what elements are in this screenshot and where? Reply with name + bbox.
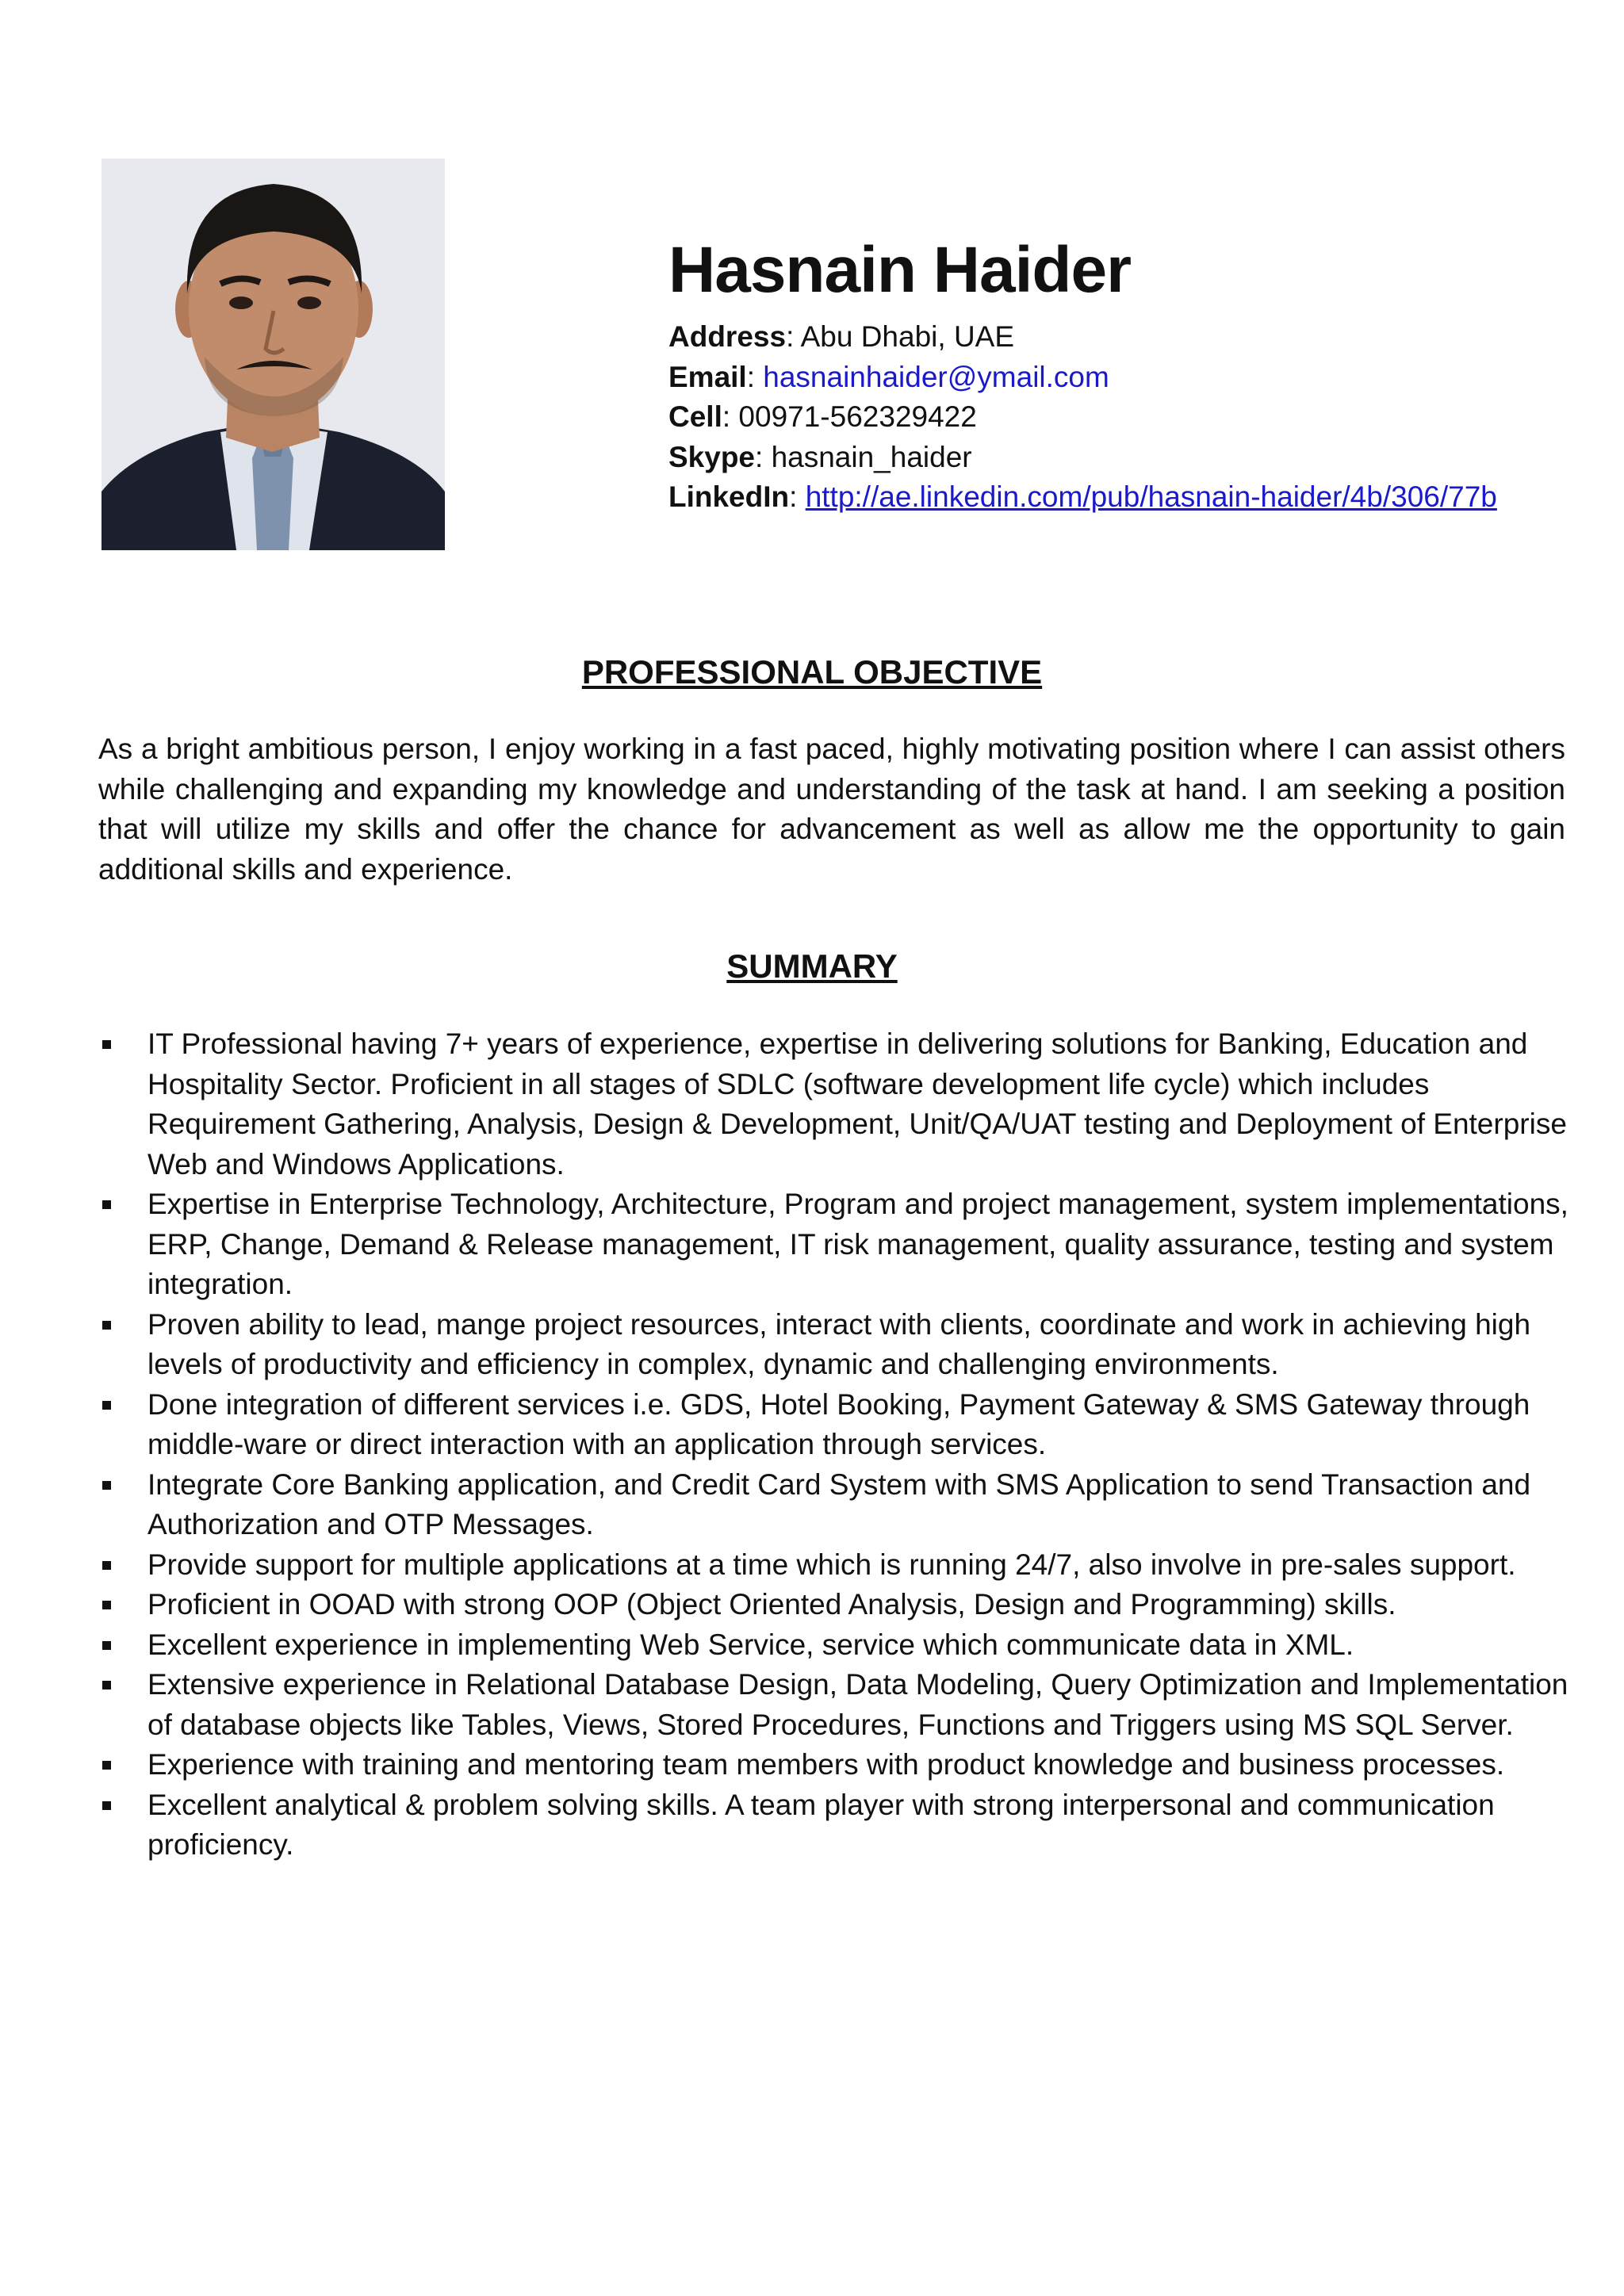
skype-label: Skype xyxy=(668,440,756,473)
contact-linkedin: LinkedIn: http://ae.linkedin.com/pub/hasnain-haider/4b/306/77b xyxy=(668,480,1497,513)
summary-item xyxy=(98,1785,1581,1866)
contact-skype: Skype: hasnain_haider xyxy=(668,440,972,473)
summary-item-text: Expertise in Enterprise Technology, Architecture, Program and project management, system implementations, ERP, Change, Demand & Release management, IT risk management, quality assurance, testing and system integration. xyxy=(147,1188,1568,1300)
summary-item xyxy=(98,1305,1581,1385)
address-label: Address xyxy=(668,320,787,353)
email-link[interactable]: hasnainhaider@ymail.com xyxy=(763,360,1109,393)
summary-item xyxy=(98,1665,1581,1745)
square-bullet-icon xyxy=(102,1801,111,1810)
square-bullet-icon xyxy=(102,1321,111,1330)
square-bullet-icon xyxy=(102,1200,111,1209)
skype-value: hasnain_haider xyxy=(771,440,972,473)
square-bullet-icon xyxy=(102,1481,111,1490)
summary-item xyxy=(98,1465,1581,1545)
candidate-name: Hasnain Haider xyxy=(668,234,1131,306)
cell-label: Cell xyxy=(668,400,722,433)
square-bullet-icon xyxy=(102,1401,111,1410)
summary-item-text: IT Professional having 7+ years of experience, expertise in delivering solutions for Banking, Education and Hospitality Sector. Proficient in all stages of SDLC (software development life cycle) which includes Requirement Gathering, Analysis, Design & Development, Unit/QA/UAT testing and Deployment of Enterprise Web and Windows Applications. xyxy=(147,1027,1567,1181)
square-bullet-icon xyxy=(102,1761,111,1770)
summary-item xyxy=(98,1385,1581,1465)
summary-item-text: Excellent experience in implementing Web Service, service which communicate data in XML. xyxy=(147,1628,1354,1661)
contact-email: Email: hasnainhaider@ymail.com xyxy=(668,360,1109,393)
summary-item xyxy=(98,1545,1581,1586)
summary-heading: SUMMARY xyxy=(726,947,898,985)
summary-item-text: Experience with training and mentoring team members with product knowledge and business processes. xyxy=(147,1748,1505,1781)
profile-photo-illustration xyxy=(102,159,445,550)
summary-item-text: Integrate Core Banking application, and Credit Card System with SMS Application to send Transaction and Authorization and OTP Messages. xyxy=(147,1468,1531,1540)
cell-value: 00971-562329422 xyxy=(738,400,977,433)
summary-item xyxy=(98,1625,1581,1666)
square-bullet-icon xyxy=(102,1040,111,1049)
summary-item xyxy=(98,1745,1581,1785)
objective-paragraph: As a bright ambitious person, I enjoy working in a fast paced, highly motivating position where I can assist others while challenging and expanding my knowledge and understanding of the task at hand. I am seeking a position that will utilize my skills and offer the chance for advancement as well as allow me the opportunity to gain additional skills and experience. xyxy=(98,733,1565,886)
email-label: Email xyxy=(668,360,747,393)
summary-item-text: Extensive experience in Relational Database Design, Data Modeling, Query Optimization and Implementation of database objects like Tables, Views, Stored Procedures, Functions and Triggers using MS SQL Server. xyxy=(147,1668,1568,1741)
summary-item xyxy=(98,1184,1581,1305)
summary-item-text: Done integration of different services i.e. GDS, Hotel Booking, Payment Gateway & SMS Gateway through middle-ware or direct interaction with an application through services. xyxy=(147,1387,1530,1460)
linkedin-label: LinkedIn xyxy=(668,480,790,513)
summary-item-text: Provide support for multiple applications at a time which is running 24/7, also involve in pre-sales support. xyxy=(147,1548,1516,1581)
contact-address: Address: Abu Dhabi, UAE xyxy=(668,320,1015,353)
square-bullet-icon xyxy=(102,1681,111,1689)
summary-item xyxy=(98,1024,1581,1184)
square-bullet-icon xyxy=(102,1641,111,1650)
resume-header xyxy=(668,234,1580,518)
profile-photo xyxy=(102,159,445,550)
objective-heading: PROFESSIONAL OBJECTIVE xyxy=(581,653,1043,691)
summary-list xyxy=(98,1024,1581,1866)
summary-item-text: Proven ability to lead, mange project resources, interact with clients, coordinate and work in achieving high levels of productivity and efficiency in complex, dynamic and challenging environments. xyxy=(147,1307,1531,1380)
square-bullet-icon xyxy=(102,1561,111,1570)
square-bullet-icon xyxy=(102,1601,111,1609)
summary-item-text: Proficient in OOAD with strong OOP (Object Oriented Analysis, Design and Programming) skills. xyxy=(147,1588,1396,1621)
contact-cell: Cell: 00971-562329422 xyxy=(668,400,977,433)
summary-item xyxy=(98,1585,1581,1625)
summary-item-text: Excellent analytical & problem solving skills. A team player with strong interpersonal and communication proficiency. xyxy=(147,1788,1495,1861)
linkedin-link[interactable]: http://ae.linkedin.com/pub/hasnain-haider/4b/306/77b xyxy=(805,480,1497,513)
address-value: Abu Dhabi, UAE xyxy=(800,320,1015,353)
